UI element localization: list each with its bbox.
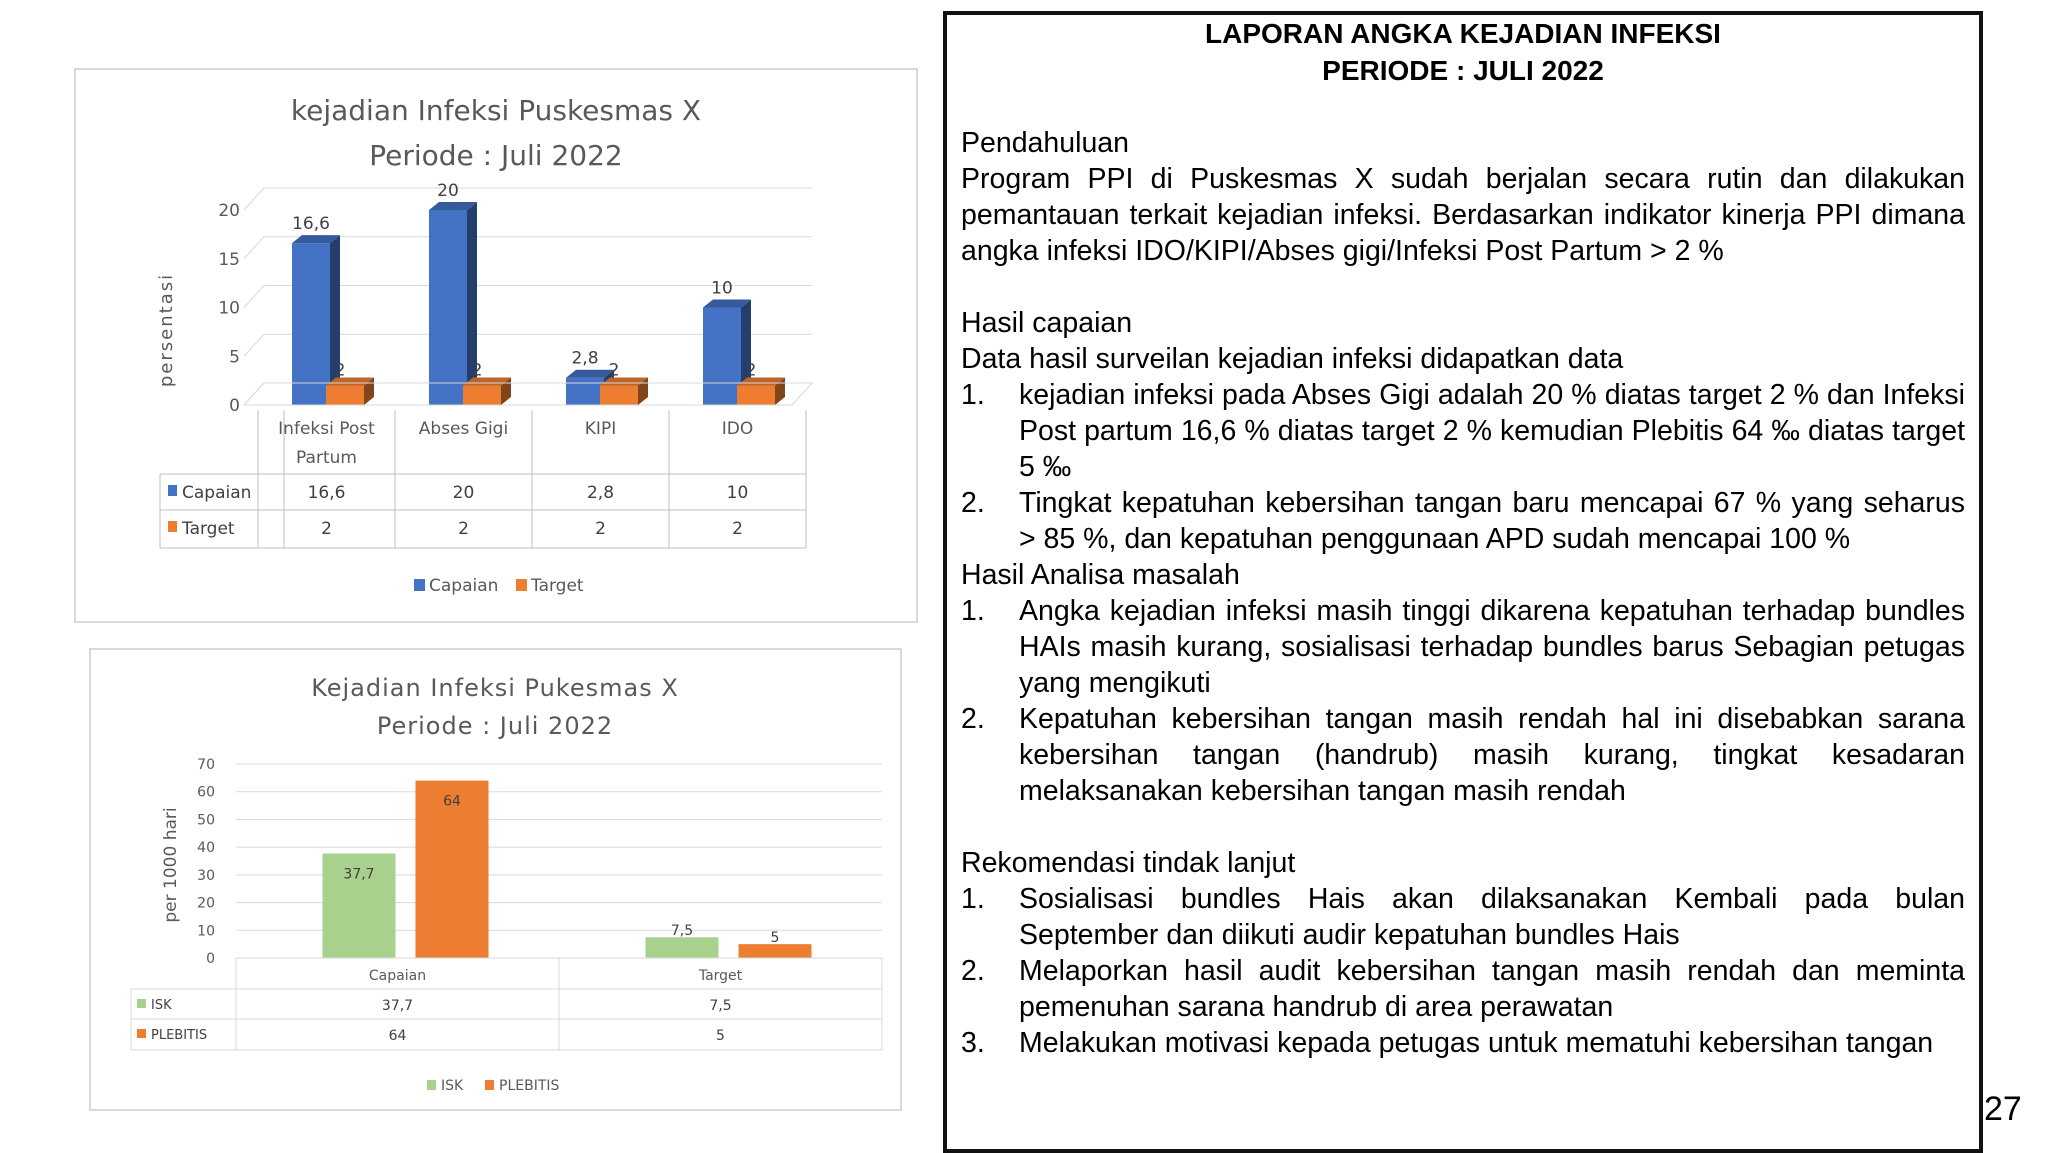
gridline-depth [244,188,264,210]
y-tick-label: 30 [197,867,215,884]
intro-text: Program PPI di Puskesmas X sudah berjalan secara rutin dan dilakukan pemantauan terkait kejadian infeksi. Berdasarkan indikator kinerja PPI dimana angka infeksi IDO/KIPI/Abses gigi/Infeksi Post Partum > 2 % [961,163,1965,267]
recommend-list [961,881,1965,1061]
bar-capaian [703,308,741,406]
table-legend-key [168,485,177,496]
recommend-item [961,1025,1965,1061]
y-tick-label: 20 [218,201,240,221]
table-legend-key [137,1029,146,1038]
data-label: 2 [745,360,757,381]
table-cell: 2 [595,519,606,539]
list-number: 3. [961,1027,985,1059]
bar-isk [646,937,719,958]
category-label: Target [698,968,743,984]
legend-key [414,579,425,591]
table-series-label: Capaian [182,483,252,503]
bar-capaian [566,378,604,405]
gridline-depth [244,334,264,356]
list-text: Tingkat kepatuhan kebersihan tangan baru mencapai 67 % yang seharus > 85 %, dan kepatuhan penggunaan APD sudah mencapai 100 % [1019,487,1965,555]
y-axis-label: persentasi [156,272,177,388]
category-label: Capaian [368,968,427,984]
bar-plebitis [739,944,812,958]
list-number: 2. [961,487,985,519]
chart-infeksi-persentasi [76,70,916,621]
list-number: 1. [961,379,985,411]
legend-label: ISK [441,1078,464,1094]
table-cell: 2 [458,519,469,539]
result-list [961,377,1965,557]
intro-heading: Pendahuluan [961,127,1129,159]
legend-key [516,579,527,591]
list-number: 2. [961,955,985,987]
report-title-line2: PERIODE : JULI 2022 [1322,55,1604,86]
list-text: Sosialisasi bundles Hais akan dilaksanakan Kembali pada bulan September dan diikuti audir kepatuhan bundles Hais [1019,883,1965,951]
bar-target [600,386,638,406]
analysis-heading: Hasil Analisa masalah [961,559,1240,591]
list-number: 2. [961,703,985,735]
data-label: 2 [608,360,620,381]
table-series-label: ISK [151,998,172,1013]
bar-target [326,386,364,406]
y-tick-label: 0 [229,396,240,416]
list-text: Kepatuhan kebersihan tangan masih rendah hal ini disebabkan sarana kebersihan tangan (handrub) masih kurang, tingkat kesadaran melaksanakan kebersihan tangan masih rendah [1019,703,1965,807]
bar-target [737,386,775,406]
bar-target [463,386,501,406]
list-number: 1. [961,883,985,915]
y-tick-label: 70 [197,757,215,773]
data-label: 16,6 [292,214,330,235]
data-label: 64 [443,793,461,810]
table-cell: 16,6 [307,483,346,503]
analysis-item [961,701,1965,809]
legend-key [427,1080,436,1090]
legend-key [485,1080,494,1090]
y-axis-label: per 1000 hari [161,807,181,923]
list-text: Melaporkan hasil audit kebersihan tangan masih rendah dan meminta pemenuhan sarana handrub di area perawatan [1019,955,1965,1023]
data-label: 7,5 [670,923,694,940]
chart-isk-plebitis [91,650,900,1109]
y-tick-label: 0 [206,951,215,967]
result-intro: Data hasil surveilan kejadian infeksi didapatkan data [961,343,1624,375]
data-label: 2 [471,360,483,381]
table-cell: 7,5 [709,998,732,1014]
chart-subtitle: Periode : Juli 2022 [376,712,614,740]
analysis-list [961,593,1965,809]
category-label: Partum [296,448,357,468]
y-tick-label: 50 [197,812,215,829]
report-title-line1: LAPORAN ANGKA KEJADIAN INFEKSI [1205,18,1721,49]
y-tick-label: 10 [218,298,240,319]
legend-label: Capaian [429,576,499,596]
table-legend-key [137,999,146,1008]
chart-panel-isk-plebitis [89,648,902,1111]
table-cell: 64 [388,1028,407,1044]
category-label: Infeksi Post [278,419,375,439]
chart-title: kejadian Infeksi Puskesmas X [290,94,702,127]
data-label: 20 [437,181,459,201]
table-cell: 2,8 [586,483,615,503]
table-cell: 37,7 [381,998,414,1014]
page-number: 27 [1984,1090,2022,1128]
category-label: KIPI [584,419,617,439]
category-label: Abses Gigi [418,419,509,439]
y-tick-label: 40 [197,840,215,857]
data-label: 37,7 [343,866,375,883]
result-item [961,485,1965,557]
y-tick-label: 60 [197,784,215,801]
data-label: 2 [334,360,346,381]
list-text: Angka kejadian infeksi masih tinggi dikarena kepatuhan terhadap bundles HAIs masih kurang, sosialisasi terhadap bundles barus Sebagian petugas yang mengikuti [1019,595,1965,699]
report-box [943,11,1983,1153]
category-label: IDO [721,419,754,439]
y-tick-label: 20 [197,895,215,912]
y-tick-label: 15 [218,249,240,270]
gridline-depth [244,286,264,308]
bar-capaian [429,210,467,405]
list-text: kejadian infeksi pada Abses Gigi adalah 20 % diatas target 2 % dan Infeksi Post partum 16,6 % diatas target 2 % kemudian Plebitis 64 ‰ diatas target 5 ‰ [1019,379,1965,483]
legend-label: Target [531,576,584,596]
legend-label: PLEBITIS [499,1078,560,1094]
table-series-label: Target [182,519,235,539]
table-series-label: PLEBITIS [151,1028,208,1043]
recommend-heading: Rekomendasi tindak lanjut [961,847,1296,879]
table-cell: 2 [321,519,332,539]
data-label: 10 [711,278,733,299]
recommend-item [961,953,1965,1025]
list-text: Melakukan motivasi kepada petugas untuk mematuhi kebersihan tangan [1019,1027,1934,1059]
table-legend-key [168,521,177,532]
analysis-item [961,593,1965,701]
y-tick-label: 10 [197,923,215,940]
list-number: 1. [961,595,985,627]
table-cell: 10 [726,483,749,503]
table-cell: 2 [732,519,743,539]
table-cell: 20 [452,483,475,503]
chart-title: Kejadian Infeksi Pukesmas X [311,674,679,702]
data-label: 2,8 [571,348,599,369]
gridline-depth [244,237,264,259]
result-item [961,377,1965,485]
bar-capaian [292,243,330,405]
chart-subtitle: Periode : Juli 2022 [369,139,623,172]
chart-panel-infeksi [74,68,918,623]
result-heading: Hasil capaian [961,307,1133,339]
y-tick-label: 5 [229,347,240,368]
table-cell: 5 [716,1028,725,1044]
data-label: 5 [770,930,780,947]
recommend-item [961,881,1965,953]
